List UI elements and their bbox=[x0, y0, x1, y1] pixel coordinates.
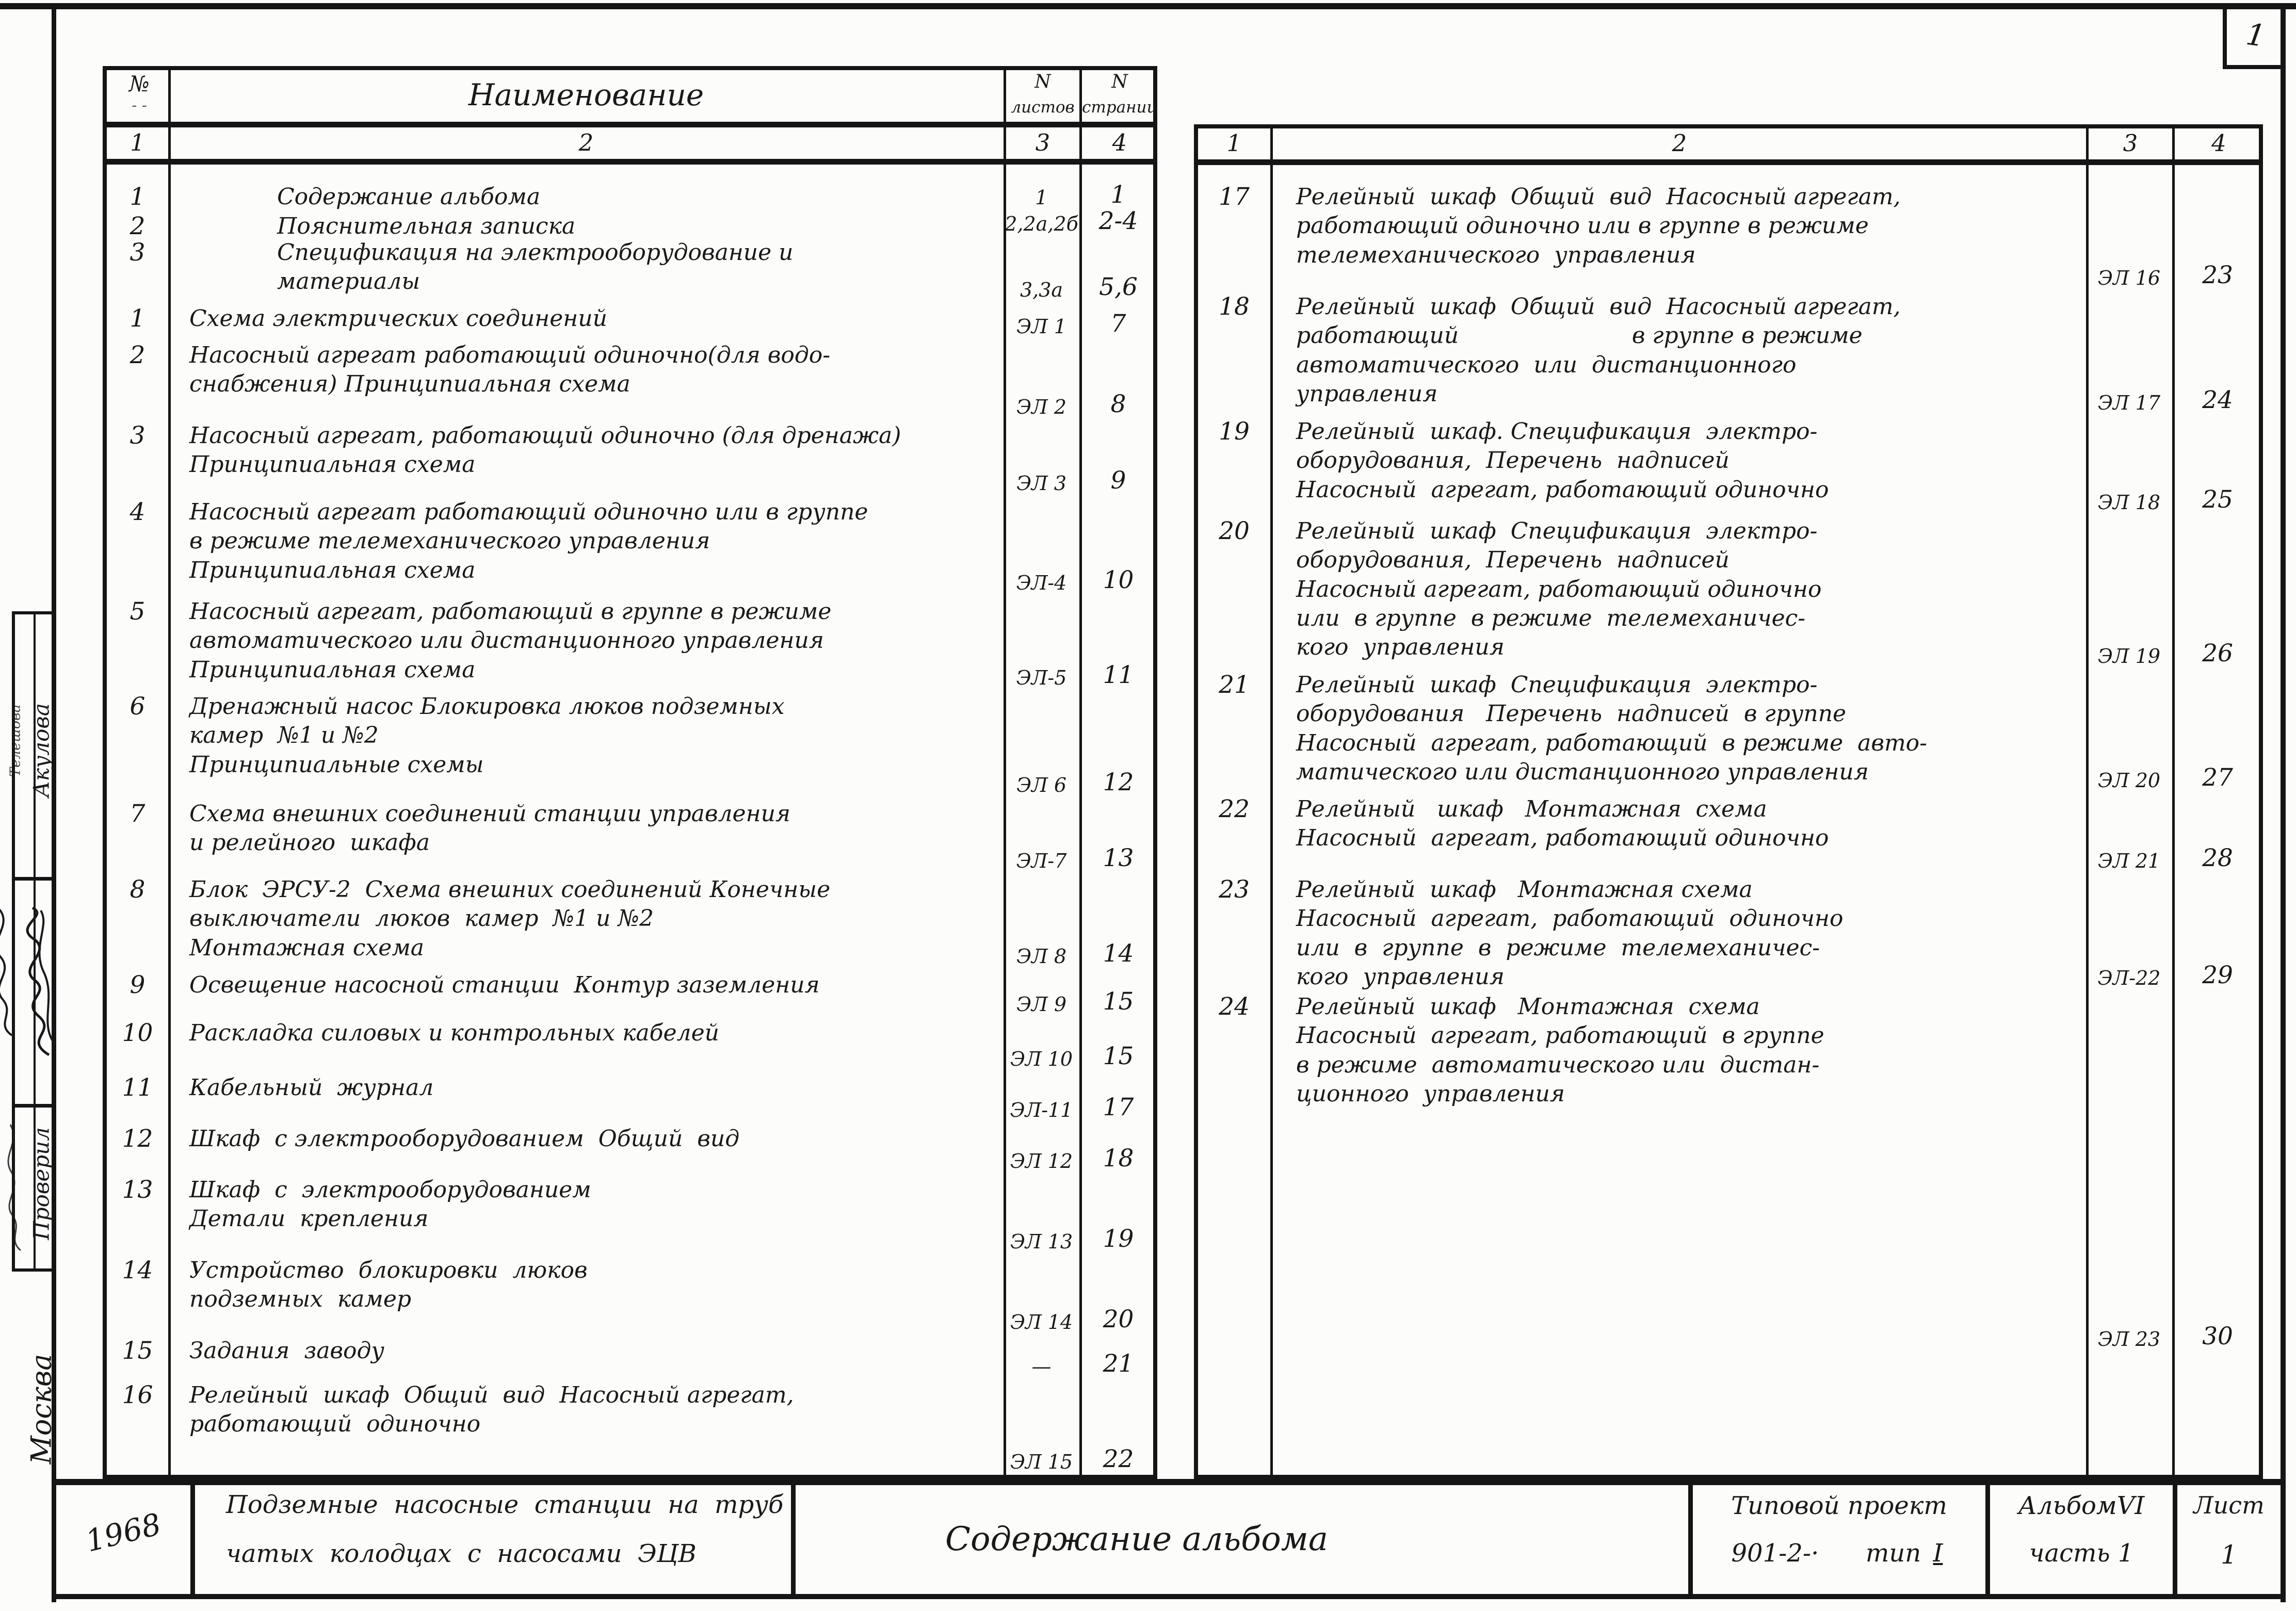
year: 1968 bbox=[82, 1506, 165, 1559]
toc-row bbox=[1198, 992, 2259, 1354]
toc-row bbox=[1198, 671, 2259, 795]
sheet-code: ЭЛ 23 bbox=[2097, 1328, 2161, 1350]
row-title-line: Блок ЭРСУ-2 Схема внешних соединений Конечные bbox=[189, 876, 831, 903]
toc-row bbox=[107, 1256, 1153, 1337]
page-number: 27 bbox=[2202, 763, 2233, 792]
row-title-line: автоматического или дистанционного bbox=[1296, 351, 1797, 378]
stamp-signer-name: Акулова bbox=[28, 703, 54, 798]
row-title-line: материалы bbox=[277, 268, 421, 295]
row-title-line: Насосный агрегат, работающий одиночно bbox=[1296, 905, 1844, 932]
row-title-line: Насосный агрегат, работающий одиночно bbox=[1296, 825, 1829, 852]
page-number: 9 bbox=[1110, 466, 1126, 495]
row-title-line: Задания заводу bbox=[189, 1338, 384, 1364]
row-title-line: кого управления bbox=[1296, 963, 1505, 990]
sheet-code: ЭЛ 21 bbox=[2097, 850, 2161, 872]
row-title-line: Насосный агрегат, работающий в группе bbox=[1296, 1022, 1824, 1049]
row-title-line: Шкаф с электрооборудованием Общий вид bbox=[189, 1126, 740, 1152]
row-title-line: или в группе в режиме телемеханичес- bbox=[1296, 934, 1820, 961]
sheet-code: ЭЛ 1 bbox=[1016, 315, 1067, 338]
row-title-line: Насосный агрегат, работающий одиночно bbox=[1296, 576, 1822, 603]
toc-row bbox=[1198, 292, 2259, 417]
list-label: Лист bbox=[2193, 1491, 2265, 1519]
row-title bbox=[189, 1337, 994, 1365]
column-index-4: 4 bbox=[2211, 129, 2226, 157]
toc-row bbox=[107, 421, 1153, 498]
row-number: 19 bbox=[1219, 417, 1250, 446]
row-title-line: оборудования Перечень надписей в группе bbox=[1296, 701, 1847, 727]
page-number: 15 bbox=[1103, 987, 1134, 1016]
title-block-album-cell bbox=[1990, 1479, 2173, 1597]
page-number: 25 bbox=[2202, 485, 2233, 514]
page-border-right bbox=[2281, 3, 2286, 1602]
toc-row bbox=[107, 692, 1153, 800]
row-title-line: Релейный шкаф. Спецификация электро- bbox=[1296, 418, 1818, 445]
toc-row bbox=[107, 971, 1153, 1019]
row-title-line: Релейный шкаф Общий вид Насосный агрегат, bbox=[1296, 184, 1901, 210]
column-index-4: 4 bbox=[1112, 129, 1127, 156]
row-title-line: Насосный агрегат, работающий одиночно bbox=[1296, 476, 1829, 503]
row-title-line: автоматического или дистанционного управления bbox=[189, 627, 824, 654]
row-number: 2 bbox=[130, 341, 145, 369]
page-number: 10 bbox=[1103, 566, 1134, 594]
row-title-line: Кабельный журнал bbox=[189, 1075, 434, 1101]
toc-row bbox=[107, 1125, 1153, 1176]
toc-row bbox=[107, 341, 1153, 421]
toc-row bbox=[107, 597, 1153, 692]
row-title bbox=[189, 875, 994, 963]
page-number: 1 bbox=[1110, 181, 1126, 209]
title-block-series-cell bbox=[1693, 1479, 1985, 1597]
row-title-line: снабжения) Принципиальная схема bbox=[189, 371, 630, 398]
row-title-line: Релейный шкаф Спецификация электро- bbox=[1296, 672, 1818, 698]
row-title-line: или в группе в режиме телемеханичес- bbox=[1296, 605, 1806, 631]
row-title bbox=[189, 1381, 994, 1439]
title-block-project-cell bbox=[195, 1479, 791, 1597]
page-number: 5,6 bbox=[1099, 273, 1138, 301]
row-number: 6 bbox=[130, 692, 145, 721]
row-title bbox=[189, 692, 994, 779]
page-number: 13 bbox=[1103, 844, 1134, 872]
sheet-code: ЭЛ 8 bbox=[1016, 945, 1067, 968]
row-title-line: в режиме телемеханического управления bbox=[189, 528, 710, 555]
toc-row bbox=[107, 183, 1153, 212]
row-title-line: в режиме автоматического или дистан- bbox=[1296, 1051, 1820, 1078]
row-title-line: работающий в группе в режиме bbox=[1296, 322, 1863, 349]
sheet-code: ЭЛ-7 bbox=[1016, 850, 1067, 872]
row-title-line: выключатели люков камер №1 и №2 bbox=[189, 905, 654, 932]
toc-row bbox=[1198, 795, 2259, 875]
row-title-line: Насосный агрегат, работающий в группе в режиме bbox=[189, 598, 832, 625]
series-type: тип bbox=[1865, 1539, 1921, 1568]
sheet-code: ЭЛ 19 bbox=[2097, 645, 2161, 668]
page-number: 19 bbox=[1103, 1225, 1134, 1253]
toc-row bbox=[107, 1381, 1153, 1476]
sheet-code: 3,3а bbox=[1020, 279, 1063, 301]
row-title-line: Релейный шкаф Монтажная схема bbox=[1296, 994, 1760, 1020]
stamp-checked-label: Проверил bbox=[28, 1127, 54, 1240]
row-title bbox=[189, 800, 994, 858]
row-title-line: кого управления bbox=[1296, 634, 1505, 661]
row-number: 15 bbox=[122, 1337, 153, 1365]
page-number: 23 bbox=[2202, 261, 2233, 289]
row-title-line: ционного управления bbox=[1296, 1080, 1565, 1107]
row-number: 11 bbox=[122, 1073, 153, 1102]
page-number: 17 bbox=[1103, 1093, 1134, 1121]
row-number: 21 bbox=[1219, 671, 1250, 699]
row-title-line: Схема внешних соединений станции управления bbox=[189, 801, 791, 827]
sheet-code: ЭЛ 20 bbox=[2097, 769, 2161, 792]
row-title-line: Детали крепления bbox=[189, 1206, 429, 1232]
row-title bbox=[189, 1176, 994, 1234]
row-number: 1 bbox=[130, 183, 145, 211]
row-title bbox=[277, 238, 1082, 297]
row-title-line: Насосный агрегат, работающий в режиме авто- bbox=[1296, 729, 1928, 756]
row-number: 5 bbox=[130, 597, 145, 626]
row-title-line: Раскладка силовых и контрольных кабелей bbox=[189, 1020, 719, 1046]
row-title-line: Спецификация на электрооборудование и bbox=[277, 239, 794, 266]
column-index-1: 1 bbox=[1226, 129, 1242, 157]
row-title bbox=[189, 1256, 994, 1314]
row-title-line: Схема электрических соединений bbox=[189, 305, 607, 332]
toc-table-right bbox=[1194, 124, 2263, 1479]
signature-scribble bbox=[23, 905, 59, 1060]
row-title-line: Принципиальная схема bbox=[189, 451, 476, 478]
row-number: 16 bbox=[122, 1381, 153, 1409]
sheet-code: ЭЛ 13 bbox=[1010, 1230, 1073, 1253]
row-number: 18 bbox=[1219, 292, 1250, 321]
project-name-line1: Подземные насосные станции на труб bbox=[226, 1490, 784, 1519]
sheet-code: ЭЛ-11 bbox=[1010, 1099, 1073, 1121]
project-name-line2: чатых колодцах с насосами ЭЦВ bbox=[226, 1539, 697, 1569]
row-number: 13 bbox=[122, 1176, 153, 1204]
album-roman: VI bbox=[2116, 1491, 2145, 1520]
page-number: 24 bbox=[2202, 386, 2233, 414]
row-number: 22 bbox=[1219, 795, 1250, 823]
sheet-code: ЭЛ 10 bbox=[1010, 1048, 1073, 1070]
row-title-line: и релейного шкафа bbox=[189, 829, 430, 856]
series-type-roman: I bbox=[1933, 1539, 1943, 1568]
row-title-line: Релейный шкаф Общий вид Насосный агрегат, bbox=[189, 1382, 794, 1408]
row-title-line: Принципиальные схемы bbox=[189, 751, 484, 778]
page-number: 30 bbox=[2202, 1322, 2233, 1350]
sheet-code: 2,2а,2б bbox=[1005, 213, 1078, 235]
sheet-code: ЭЛ 16 bbox=[2097, 267, 2161, 289]
sheet-code: ЭЛ 18 bbox=[2097, 491, 2161, 514]
toc-row bbox=[107, 875, 1153, 971]
page-number: 18 bbox=[1103, 1144, 1134, 1173]
row-title bbox=[1296, 517, 2085, 662]
series-label: Типовой проект bbox=[1731, 1491, 1947, 1520]
title-block-list-cell bbox=[2177, 1479, 2281, 1597]
page-number: 12 bbox=[1103, 768, 1134, 796]
row-title-line: Насосный агрегат работающий одиночно или в группе bbox=[189, 499, 868, 525]
row-title-line: работающий одиночно или в группе в режиме bbox=[1296, 213, 1869, 239]
row-title-line: телемеханического управления bbox=[1296, 241, 1696, 268]
row-title bbox=[277, 183, 1082, 211]
row-title bbox=[1296, 992, 2085, 1109]
sheet-code: ЭЛ 17 bbox=[2097, 392, 2161, 414]
row-title-line: Шкаф с электрооборудованием bbox=[189, 1177, 591, 1203]
row-title-line: камер №1 и №2 bbox=[189, 722, 379, 749]
page-number: 29 bbox=[2202, 961, 2233, 989]
page-number: 8 bbox=[1110, 390, 1126, 418]
sheet-code: ЭЛ 15 bbox=[1010, 1451, 1073, 1473]
row-title-line: Принципиальная схема bbox=[189, 557, 476, 583]
row-title bbox=[189, 971, 994, 1000]
row-number: 20 bbox=[1219, 517, 1250, 545]
row-number: 24 bbox=[1219, 992, 1250, 1021]
toc-row bbox=[1198, 517, 2259, 671]
row-title bbox=[1296, 292, 2085, 409]
sheet-code: ЭЛ 6 bbox=[1016, 774, 1067, 796]
toc-row bbox=[107, 1337, 1153, 1381]
header-col-sheets: N листов bbox=[1011, 71, 1075, 117]
toc-row bbox=[107, 238, 1153, 304]
row-number: 12 bbox=[122, 1125, 153, 1153]
page-number: 14 bbox=[1103, 939, 1134, 968]
toc-row bbox=[1198, 875, 2259, 992]
sheet-code: ЭЛ 14 bbox=[1010, 1311, 1073, 1333]
page-number: 26 bbox=[2202, 639, 2233, 668]
row-title bbox=[1296, 875, 2085, 991]
sheet-code: ЭЛ 2 bbox=[1016, 396, 1067, 418]
page-number: 15 bbox=[1103, 1042, 1134, 1070]
sheet-number-box bbox=[2223, 7, 2285, 69]
series-value: 901-2-· bbox=[1731, 1539, 1819, 1568]
row-title-line: Содержание альбома bbox=[277, 184, 541, 210]
header-col-pages: N страниц bbox=[1082, 71, 1158, 117]
row-title-line: Насосный агрегат, работающий одиночно (для дренажа) bbox=[189, 422, 901, 449]
row-title bbox=[1296, 183, 2085, 270]
page-number: 20 bbox=[1103, 1305, 1134, 1333]
signature-scribble-small bbox=[0, 905, 18, 1039]
row-title bbox=[189, 597, 994, 685]
row-number: 10 bbox=[122, 1019, 153, 1047]
column-index-2: 2 bbox=[1672, 129, 1687, 157]
album-label: Альбом bbox=[2018, 1491, 2117, 1520]
column-index-1: 1 bbox=[130, 129, 145, 156]
row-title bbox=[189, 341, 994, 399]
page-number: 22 bbox=[1103, 1445, 1134, 1473]
toc-row bbox=[107, 207, 1153, 240]
sheet-code: 1 bbox=[1035, 186, 1048, 209]
row-title-line: Дренажный насос Блокировка люков подземных bbox=[189, 693, 785, 720]
row-title bbox=[189, 498, 994, 585]
row-title bbox=[189, 421, 994, 480]
row-number: 3 bbox=[130, 421, 145, 450]
page-number: 28 bbox=[2202, 844, 2233, 872]
row-title-line: Монтажная схема bbox=[189, 934, 425, 961]
toc-row bbox=[107, 304, 1153, 341]
row-title-line: Релейный шкаф Спецификация электро- bbox=[1296, 518, 1818, 544]
row-number: 8 bbox=[130, 875, 145, 904]
row-title bbox=[1296, 417, 2085, 505]
row-title-line: подземных камер bbox=[189, 1286, 412, 1313]
page-number: 11 bbox=[1103, 661, 1134, 689]
sheet-title: Содержание альбома bbox=[945, 1520, 1328, 1558]
row-number: 9 bbox=[130, 971, 145, 999]
title-block-title-cell bbox=[796, 1479, 1688, 1597]
row-title bbox=[1296, 671, 2085, 787]
stamp-checked-scribble bbox=[5, 1119, 26, 1254]
toc-row bbox=[1198, 417, 2259, 517]
page-number: 2-4 bbox=[1098, 207, 1138, 235]
row-number: 1 bbox=[130, 304, 145, 333]
row-title bbox=[189, 304, 994, 333]
sheet-number: 1 bbox=[2243, 16, 2268, 54]
toc-row bbox=[107, 498, 1153, 597]
row-title-line: матического или дистанционного управления bbox=[1296, 758, 1869, 785]
row-number: 14 bbox=[122, 1256, 153, 1284]
row-title-line: оборудования, Перечень надписей bbox=[1296, 447, 1729, 474]
row-title-line: Релейный шкаф Общий вид Насосный агрегат, bbox=[1296, 294, 1901, 320]
row-title-line: управления bbox=[1296, 380, 1438, 407]
row-number: 2 bbox=[130, 212, 145, 240]
toc-row bbox=[1198, 183, 2259, 292]
sheet-code: ЭЛ 12 bbox=[1010, 1150, 1073, 1173]
toc-table-left bbox=[103, 66, 1157, 1479]
row-number: 7 bbox=[130, 800, 145, 828]
column-index-2: 2 bbox=[578, 129, 594, 156]
sheet-code: — bbox=[1031, 1355, 1052, 1378]
row-title bbox=[189, 1019, 994, 1048]
row-number: 23 bbox=[1219, 875, 1250, 904]
row-title-line: Пояснительная записка bbox=[277, 213, 576, 239]
page-border-top bbox=[0, 3, 2296, 9]
row-title-line: оборудования, Перечень надписей bbox=[1296, 547, 1729, 574]
toc-row bbox=[107, 1073, 1153, 1125]
row-title-line: Освещение насосной станции Контур заземления bbox=[189, 972, 820, 998]
row-title-line: Устройство блокировки люков bbox=[189, 1257, 588, 1283]
sheet-code: ЭЛ-22 bbox=[2097, 967, 2161, 989]
toc-row bbox=[107, 1019, 1153, 1073]
city-label: Москва bbox=[25, 1354, 58, 1464]
sheet-code: ЭЛ 3 bbox=[1016, 472, 1067, 495]
album-part: часть 1 bbox=[2029, 1539, 2134, 1568]
stamp-signer-label: Телешова bbox=[7, 704, 24, 777]
row-title-line: Принципиальная схема bbox=[189, 656, 476, 683]
row-title-line: работающий одиночно bbox=[189, 1411, 481, 1438]
list-value: 1 bbox=[2221, 1540, 2237, 1570]
row-title-line: Насосный агрегат работающий одиночно(для водо- bbox=[189, 342, 831, 368]
row-number: 17 bbox=[1219, 183, 1250, 211]
title-block-year-cell bbox=[56, 1479, 190, 1597]
toc-row bbox=[107, 800, 1153, 875]
row-number: 3 bbox=[130, 238, 145, 267]
sheet-code: ЭЛ 9 bbox=[1016, 993, 1067, 1016]
row-title-line: Релейный шкаф Монтажная схема bbox=[1296, 876, 1753, 903]
row-title bbox=[277, 212, 1082, 241]
row-title bbox=[1296, 795, 2085, 853]
sheet-code: ЭЛ-5 bbox=[1016, 666, 1067, 689]
row-title-line: Релейный шкаф Монтажная схема bbox=[1296, 796, 1767, 822]
column-index-3: 3 bbox=[1035, 129, 1050, 156]
toc-row bbox=[107, 1176, 1153, 1256]
header-col-number: № - - bbox=[129, 71, 150, 115]
header-col-name: Наименование bbox=[468, 77, 704, 112]
page-number: 7 bbox=[1110, 310, 1126, 338]
column-index-3: 3 bbox=[2123, 129, 2138, 157]
row-number: 4 bbox=[130, 498, 145, 526]
row-title bbox=[189, 1125, 994, 1153]
sheet-code: ЭЛ-4 bbox=[1016, 572, 1067, 594]
row-title bbox=[189, 1073, 994, 1102]
page-number: 21 bbox=[1103, 1349, 1134, 1378]
